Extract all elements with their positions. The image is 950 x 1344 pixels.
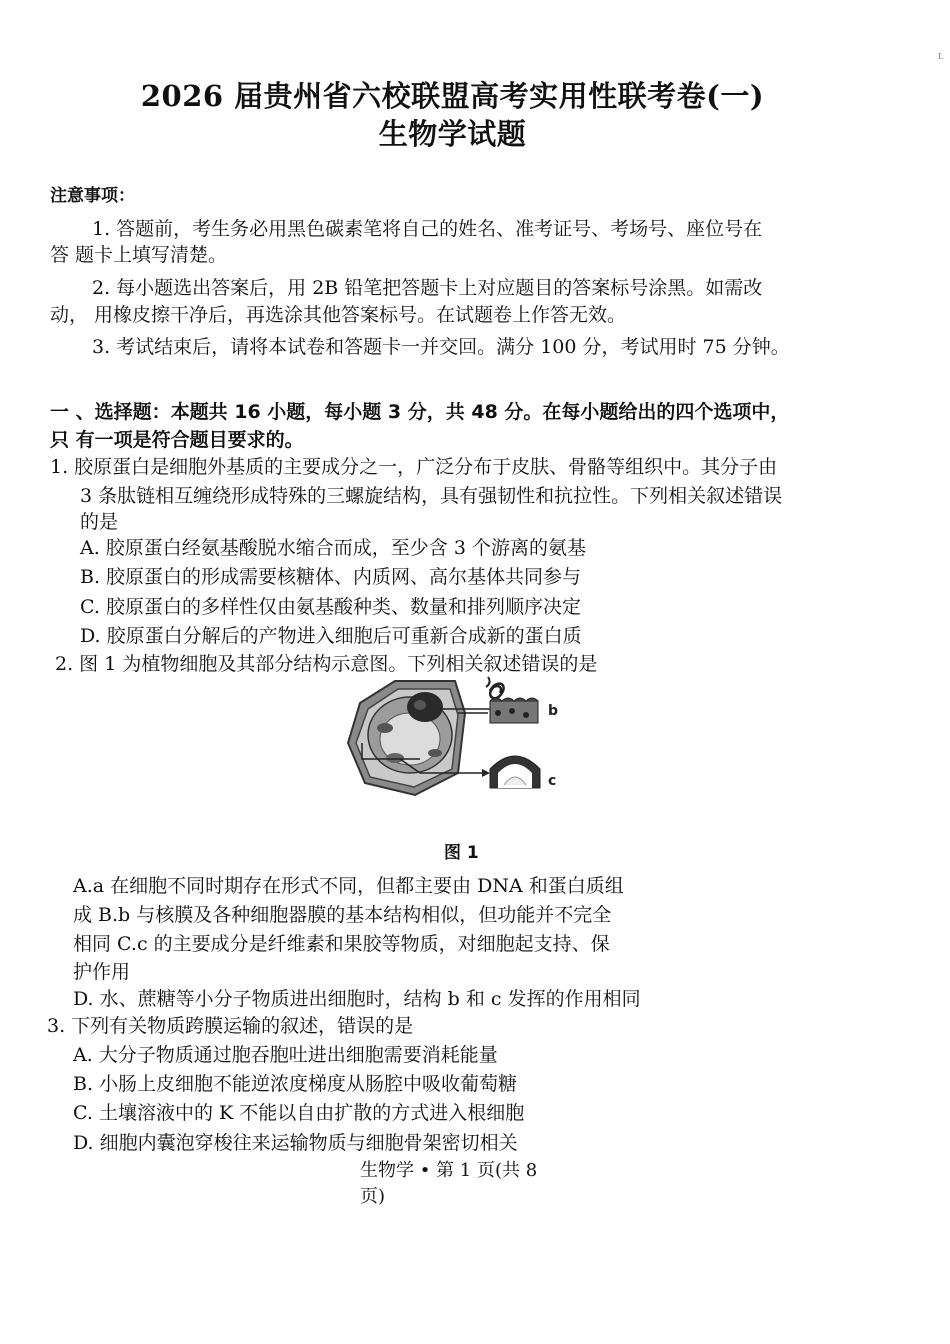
q2-options-line-2: 成 B.b 与核膜及各种细胞器膜的基本结构相似，但功能并不完全 xyxy=(73,904,612,926)
plant-cell-figure xyxy=(340,673,570,803)
label-c: c xyxy=(548,773,557,789)
notice-heading: 注意事项： xyxy=(50,186,135,206)
corner-mark: L xyxy=(938,52,944,61)
q1-stem-line-3: 的是 xyxy=(80,511,119,533)
q1-option-a: A. 胶原蛋白经氨基酸脱水缩合而成，至少含 3 个游离的氨基 xyxy=(80,537,586,559)
page-footer-line-1: 生物学 • 第 1 页(共 8 xyxy=(360,1160,538,1181)
q1-stem-line-2: 3 条肽链相互缠绕形成特殊的三螺旋结构，具有强韧性和抗拉性。下列相关叙述错误 xyxy=(80,485,783,507)
q3-option-b: B. 小肠上皮细胞不能逆浓度梯度从肠腔中吸收葡萄糖 xyxy=(73,1073,518,1095)
q2-stem: 2. 图 1 为植物细胞及其部分结构示意图。下列相关叙述错误的是 xyxy=(55,653,598,675)
q2-options-line-4: 护作用 xyxy=(73,961,131,983)
q3-option-a: A. 大分子物质通过胞吞胞吐进出细胞需要消耗能量 xyxy=(73,1044,498,1066)
notice-item-2-line-1: 2. 每小题选出答案后，用 2B 铅笔把答题卡上对应题目的答案标号涂黑。如需改 xyxy=(92,277,763,299)
q1-option-b: B. 胶原蛋白的形成需要核糖体、内质网、高尔基体共同参与 xyxy=(80,566,582,588)
section-heading-line-2: 只 有一项是符合题目要求的。 xyxy=(50,429,304,451)
q1-stem-line-1: 1. 胶原蛋白是细胞外基质的主要成分之一，广泛分布于皮肤、骨骼等组织中。其分子由 xyxy=(50,456,778,478)
q3-option-c: C. 土壤溶液中的 K 不能以自由扩散的方式进入根细胞 xyxy=(73,1102,525,1124)
label-b: b xyxy=(548,703,559,719)
q1-option-c: C. 胶原蛋白的多样性仅由氨基酸种类、数量和排列顺序决定 xyxy=(80,596,581,618)
subject-title: 生物学试题 xyxy=(378,117,527,151)
q2-options-line-3: 相同 C.c 的主要成分是纤维素和果胶等物质，对细胞起支持、保 xyxy=(73,933,610,955)
exam-title: 2026 届贵州省六校联盟高考实用性联考卷(一) xyxy=(140,79,765,113)
notice-item-1-line-2: 答 题卡上填写清楚。 xyxy=(50,244,228,266)
q2-option-d: D. 水、蔗糖等小分子物质进出细胞时，结构 b 和 c 发挥的作用相同 xyxy=(73,988,641,1010)
notice-item-2-line-2: 动， 用橡皮擦干净后，再选涂其他答案标号。在试题卷上作答无效。 xyxy=(50,304,627,326)
page-footer-line-2: 页) xyxy=(360,1186,386,1207)
q1-option-d: D. 胶原蛋白分解后的产物进入细胞后可重新合成新的蛋白质 xyxy=(80,625,582,647)
q3-stem: 3. 下列有关物质跨膜运输的叙述，错误的是 xyxy=(47,1015,414,1037)
q3-option-d: D. 细胞内囊泡穿梭往来运输物质与细胞骨架密切相关 xyxy=(73,1132,518,1154)
q2-options-line-1: A.a 在细胞不同时期存在形式不同，但都主要由 DNA 和蛋白质组 xyxy=(73,875,624,897)
notice-item-1-line-1: 1. 答题前，考生务必用黑色碳素笔将自己的姓名、准考证号、考场号、座位号在 xyxy=(92,218,763,240)
figure-caption: 图 1 xyxy=(444,843,479,863)
section-heading-line-1: 一 、选择题：本题共 16 小题，每小题 3 分，共 48 分。在每小题给出的四个选项中， xyxy=(50,401,790,423)
notice-item-3: 3. 考试结束后，请将本试卷和答题卡一并交回。满分 100 分，考试用时 75 分钟。 xyxy=(92,336,790,358)
